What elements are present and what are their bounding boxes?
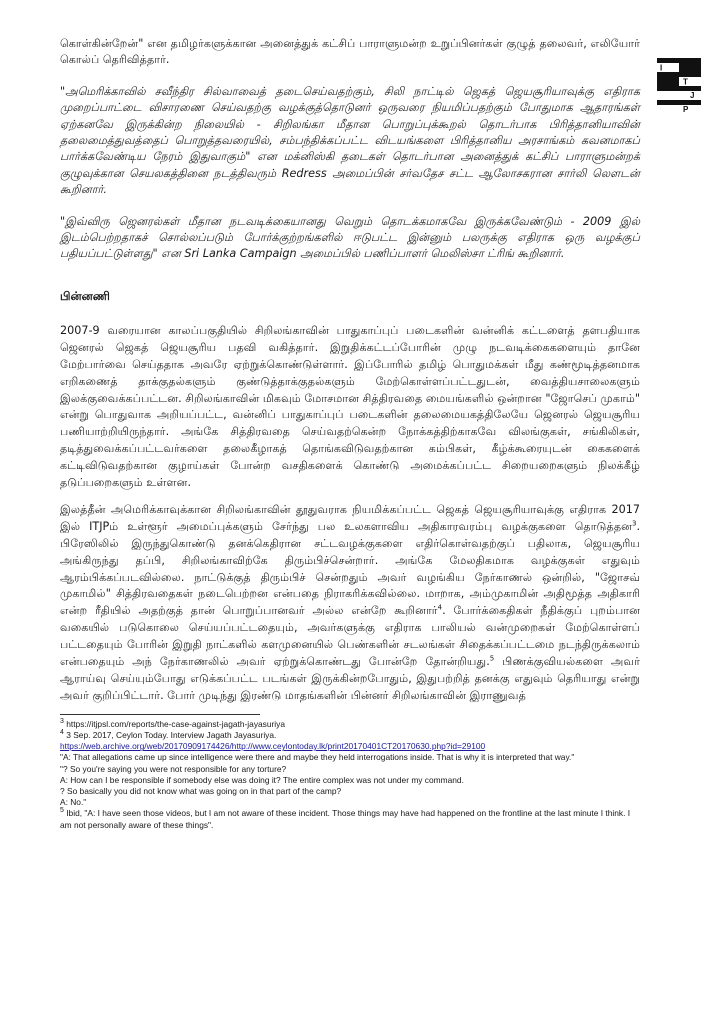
- footnote-5-text: Ibid, "A: I have seen those videos, but I am not aware of these incident. Those things may have had happened on the frontline at the last minute I think. I am not personally aware of these things".: [60, 808, 631, 830]
- footnote-5-number: 5: [60, 807, 64, 815]
- footnote-3-number: 3: [60, 718, 64, 726]
- logo-letter-i: I: [660, 63, 663, 73]
- footnote-4-quote-2: "? So you're saying you were not responsible for any torture?: [60, 763, 287, 774]
- body-paragraph-2: [60, 502, 640, 705]
- footnote-4-link-line: [60, 741, 640, 752]
- footnote-4-number: 4: [60, 729, 64, 737]
- logo-letter-t: T: [683, 77, 688, 87]
- section-heading-background: பின்னணி: [60, 288, 110, 303]
- footnote-4-quote-4: ? So basically you did not know what was going on in that part of the camp?: [60, 786, 342, 797]
- footnote-4-link[interactable]: https://web.archive.org/web/20170909174426/http://www.ceylontoday.lk/print20170401CT20170630.php?id=29100: [60, 741, 486, 752]
- footnote-4-text: 3 Sep. 2017, Ceylon Today. Interview Jagath Jayasuriya.: [63, 730, 277, 741]
- footnote-4-quote-3: A: How can I be responsible if somebody else was doing it? The entire complex was not under my command.: [60, 774, 464, 785]
- footnote-ref-4[interactable]: 4: [437, 603, 443, 612]
- paragraph-quote-campaign: "இவ்விரு ஜெனரல்கள் மீதான நடவடிக்கையானது வெறும் தொடக்கமாகவே இருக்கவேண்டும் - 2009 இல் இடம்பெற்றதாகச் சொல்லப்படும் போர்க்குற்றங்களில் ஈடுபட்ட இன்னும் பலருக்கு எதிராக ஒரு வழக்குப் பதியப்பட்டுள்ளது" என Sri Lanka Campaign அமைப்பில் பணிப்பாளர் மெலிஸ்சா ட்ரிங் கூறினார்.: [60, 214, 640, 261]
- paragraph-1: கொள்கின்றேன்" என தமிழர்களுக்கான அனைத்துக் கட்சிப் பாராளுமன்ற உறுப்பினர்கள் குழுத் தலைவர், எலியோர் கொல்ப் தெரிவித்தார்.: [60, 37, 640, 67]
- logo-letter-j: J: [690, 91, 695, 100]
- paragraph-quote-redress: "அமெரிக்காவில் சவீந்திர சில்வாவைத் தடைசெய்வதற்கும், சிலி நாட்டில் ஜெகத் ஜெயசூரியாவுக்கு எதிராக முறைப்பாட்டை விசாரணை செய்வதற்கு வழக்குத்தொடுனர் ஒருவரை நியமிப்பதற்கும் போதுமாக ஆதாரங்கள் ஏற்கனவே இருக்கின்ற நிலையில் - சிறிலங்கா மீதான பொறுப்புக்கூறல் தொடர்பாக பிரித்தானியாவின் தலைமைத்துவத்தைப் பொறுத்தவரையில், சம்பந்திக்கப்பட்ட விடயங்களை பிரித்தானிய அரசாங்கம் கவனமாகப் பார்க்கவேண்டிய நேரம் இதுவாகும்" என மக்னிஸ்கி தடைகள் தொடர்பான அனைத்துக் கட்சிப் பாராளுமன்றக் குழுவுக்கான செயலகத்தினை நடத்திவரும் Redress அமைப்பின் சர்வதேச சட்ட ஆலோசகரான சார்லி லௌடன் கூறினார்.: [60, 84, 640, 197]
- main-content: [60, 36, 640, 831]
- body2-text-a: இலத்தீன் அமெரிக்காவுக்கான சிறிலங்காவின் தூதுவராக நியமிக்கப்பட்ட ஜெகத் ஜெயசூரியாவுக்கு எதிராக 2017 இல் ITJPம் உள்ளூர் அமைப்புக்களும் சேர்ந்து பல உலகளாவிய அதிகாரவரம்பு வழக்குகளை தொடுத்தன: [60, 502, 640, 533]
- footnote-4: [60, 730, 640, 741]
- itjp-logo: [657, 58, 701, 114]
- body-paragraph-1: 2007-9 வரையான காலப்பகுதியில் சிறிலங்காவின் பாதுகாப்புப் படைகளின் வன்னிக் கட்டளைத் தளபதியாக ஜெனரல் ஜெகத் ஜெயசூரிய பதவி வகித்தார். இறுதிக்கட்டப்போரின் முழு நடவடிக்கைகளையும் தானே மேற்பார்வை செய்ததாக அவரே ஏற்றுக்கொண்டுள்ளார். இப்போரில் தமிழ் பொதுமக்கள் மீது கண்மூடித்தனமாக எறிகணைத் தாக்குதல்களும் குண்டுத்தாக்குதல்களும் மேற்கொள்ளப்பட்டதுடன், வைத்தியசாலைகளும் இலக்குவைக்கப்பட்டன. சிறிலங்காவின் மிகவும் மோசமான சித்திரவதை மையங்களில் ஒன்றான "ஜோசெப் முகாம்" என்று பொதுவாக அறியப்பட்ட, வன்னிப் பாதுகாப்புப் படைகளின் தலைமையகத்திலேயே ஜெனரல் ஜெயசூரிய பணியாற்றியிருந்தார். அங்கே சித்திரவதை செய்வதற்கென்ற நோக்கத்திற்காகவே விலங்குகள், சங்கிலிகள், தடித்துவைக்கப்பட்டவர்களை தலைகீழாகத் தொங்கவிடுவதற்கான கம்பிகள், கீழ்க்கூரையுடன் கைகளைக் கட்டிவிடுவதற்கான குழாய்கள் போன்ற வசதிகளைக் கொண்டு அமைக்கப்பட்ட சிறையறைகளும் நிலக்கீழ் தடுப்பறைகளும் உள்ளன.: [60, 323, 640, 490]
- logo-letter-p: P: [683, 105, 689, 114]
- body2-text-b: . பிரேஸிலில் இருந்துகொண்டு தனக்கெதிரான சட்டவழக்குகளை எதிர்கொள்வதற்குப் பதிலாக, ஜெயசூரிய அங்கிருந்து தப்பி, சிறிலங்காவிற்கே திரும்பிச்சென்றார். அங்கே மேலதிகமாக வழக்குகள் எதுவும் ஆரம்பிக்கப்படவில்லை. நாட்டுக்குத் திரும்பிச் சென்றதும் அவர் வழங்கிய நேர்காணல் ஒன்றில், "ஜோசவ் முகாமில்" சித்திரவதைகள் நடைபெற்றன என்பதை நிராகரிக்கவில்லை. மாறாக, அம்முகாமின் அதிமூத்த அதிகாரி என்ற ரீதியில் அதற்குத் தான் பொறுப்பானவர் அல்ல என்றே கூறினார்: [60, 519, 640, 618]
- footnote-separator: [60, 714, 260, 715]
- footnote-4-quote-5: A: No.": [60, 797, 87, 808]
- footnote-4-quote-1: "A: That allegations came up since intelligence were there and maybe they held interrogations inside. That is why it is interpreted that way.": [60, 752, 575, 763]
- footnotes: [60, 719, 640, 831]
- body2-text-c: . போர்க்கைதிகள் நீதிக்குப் புறம்பான வகையில் படுகொலை செய்யப்பட்டதையும், அவர்களுக்கு எதிராக பாலியல் வன்முறைகள் மேற்கொள்ளப் பட்டதையும் போரின் இறுதி நாட்களில் களமுனையில் பெண்களின் சடலங்கள் சிதைக்கப்பட்டமை நடந்திருக்கலாம் என்பதையும் அந் நேர்காணலில் அவர் ஏற்றுக்கொண்டது போன்றே தோன்றியது.: [60, 604, 640, 669]
- footnote-3-text: https://itjpsl.com/reports/the-case-against-jagath-jayasuriya: [63, 718, 286, 729]
- footnote-ref-5[interactable]: 5: [489, 654, 495, 663]
- body2-text-d: பிணக்குவியல்களை அவர் ஆராய்வு செய்யும்போது எடுக்கப்பட்ட படங்கள் இருக்கின்றபோதும், இதுபற்றித் தனக்கு எதுவும் தெரியாது என்று அவர் குறிப்பிட்டார். போர் முடிந்து இரண்டு மாதங்களின் பின்னர் சிறிலங்காவின் இராணுவத்: [60, 655, 640, 702]
- footnote-ref-3[interactable]: 3: [631, 519, 637, 528]
- footnote-3: [60, 719, 640, 730]
- footnote-5: [60, 808, 640, 830]
